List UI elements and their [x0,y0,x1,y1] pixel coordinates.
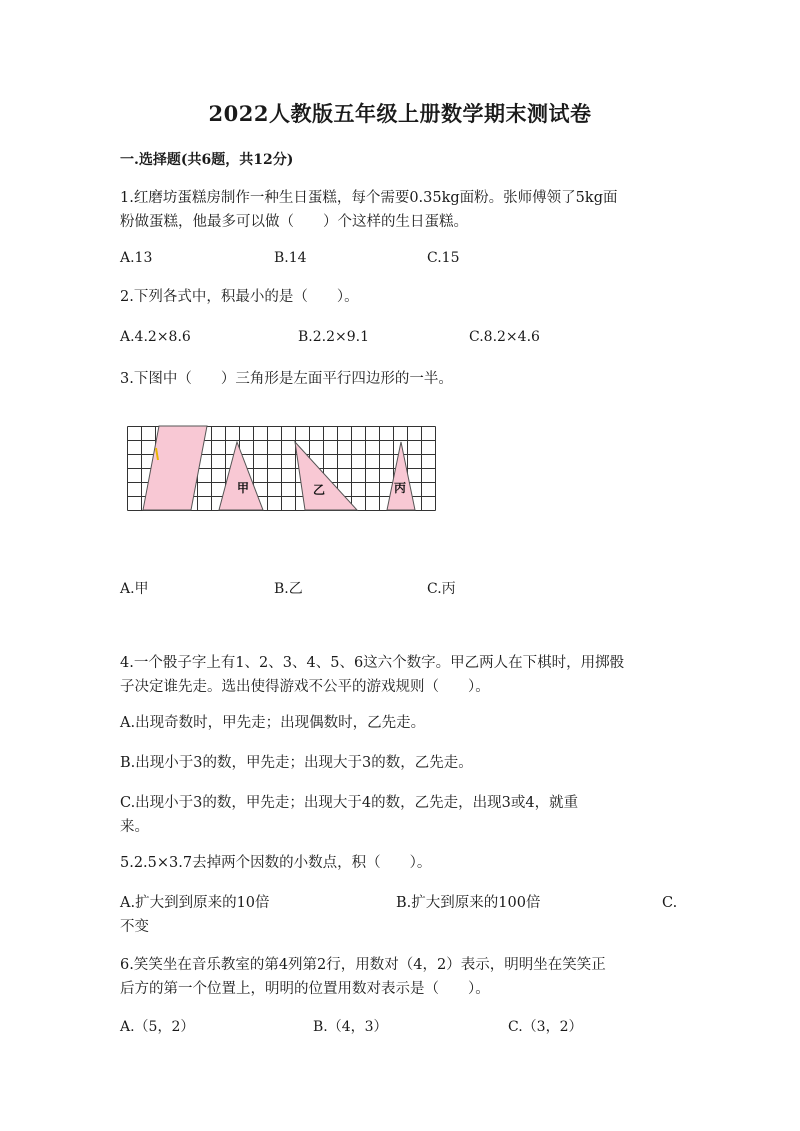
question-5-option-b: B.扩大到原来的100倍 [396,895,541,911]
question-4-option-c-line-2: 来。 [120,819,149,835]
question-1-option-a: A.13 [120,250,153,266]
question-5-option-c: C. [662,895,678,911]
triangle-yi-shape [295,442,357,510]
question-6-line-1: 6.笑笑坐在音乐教室的第4列第2行，用数对（4，2）表示，明明坐在笑笑正 [120,957,606,973]
label-bing: 丙 [394,481,407,495]
question-5-option-c-cont: 不变 [120,919,149,935]
question-3-option-b: B.乙 [274,581,303,597]
label-jia: 甲 [237,481,250,495]
label-yi: 乙 [313,483,326,497]
question-1-option-c: C.15 [427,250,460,266]
question-4-option-c-line-1: C.出现小于3的数，甲先走；出现大于4的数，乙先走，出现3或4，就重 [120,795,579,811]
section-heading: 一.选择题(共6题，共12分) [120,152,294,168]
question-6-option-c: C.（3，2） [508,1019,583,1035]
question-3-option-a: A.甲 [120,581,149,597]
question-2-option-b: B.2.2×9.1 [298,329,369,345]
question-6-line-2: 后方的第一个位置上，明明的位置用数对表示是（ ）。 [120,981,490,997]
question-1-option-b: B.14 [274,250,307,266]
question-4-option-b: B.出现小于3的数，甲先走；出现大于3的数，乙先走。 [120,755,473,771]
question-2-line-1: 2.下列各式中，积最小的是（ ）。 [120,289,359,305]
question-1-line-2: 粉做蛋糕，他最多可以做（ ）个这样的生日蛋糕。 [120,214,468,230]
question-6-option-a: A.（5，2） [120,1019,195,1035]
question-4-option-a: A.出现奇数时，甲先走；出现偶数时，乙先走。 [120,715,426,731]
question-1-line-1: 1.红磨坊蛋糕房制作一种生日蛋糕，每个需要0.35kg面粉。张师傅领了5kg面 [120,190,618,206]
page-title: 2022人教版五年级上册数学期末测试卷 [208,101,592,126]
question-6-option-b: B.（4，3） [313,1019,388,1035]
question-3-option-c: C.丙 [427,581,456,597]
grid-figure [127,424,436,532]
question-2-option-a: A.4.2×8.6 [120,329,191,345]
triangle-bing-shape [387,442,415,510]
question-5-option-a: A.扩大到到原来的10倍 [120,895,270,911]
question-5-line-1: 5.2.5×3.7去掉两个因数的小数点，积（ ）。 [120,855,432,871]
question-3-line-1: 3.下图中（ ）三角形是左面平行四边形的一半。 [120,371,453,387]
question-2-option-c: C.8.2×4.6 [469,329,540,345]
question-4-line-2: 子决定谁先走。选出使得游戏不公平的游戏规则（ ）。 [120,679,490,695]
question-4-line-1: 4.一个骰子字上有1、2、3、4、5、6这六个数字。甲乙两人在下棋时，用掷骰 [120,655,625,671]
